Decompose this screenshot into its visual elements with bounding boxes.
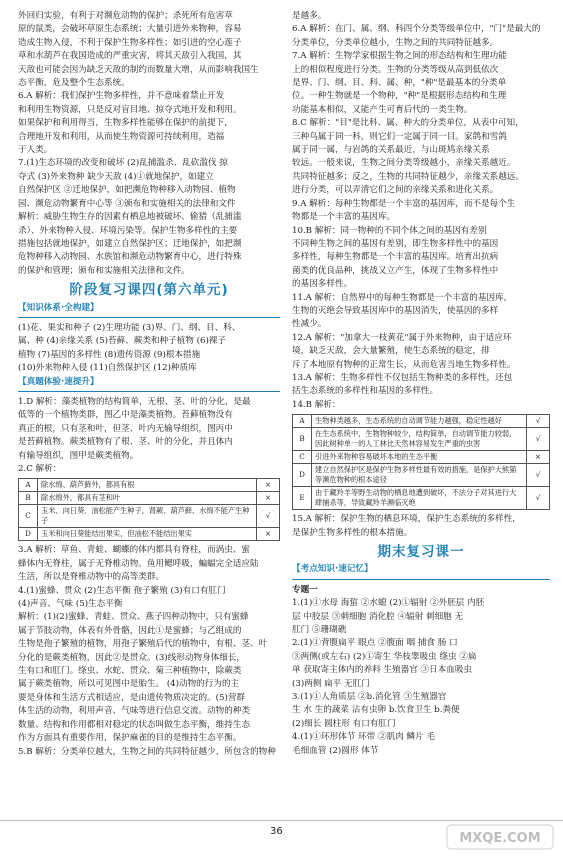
tag-key-knowledge: 【考点知识·速记忆】: [292, 564, 373, 575]
text-line: 11.A 解析：自然界中的每种生物都是一个丰富的基因库，: [292, 292, 513, 303]
text-line: 如果保护和利用得当，生物多样性能够在保护的前提下，: [18, 118, 233, 129]
right-column: [292, 10, 550, 758]
knowledge-answers: [18, 322, 280, 376]
text-line: 要是身体和生活方式相适应，是由遗传物质决定的。(5)营群: [18, 692, 246, 703]
option-analysis: 除水绵外，都具有茎和叶: [38, 492, 257, 505]
text-line: 共同特征越多；反之，生物的共同特征越少，亲缘关系越远。: [292, 171, 525, 182]
text-line: 是保护生物多样性的根本措施。: [292, 527, 413, 538]
text-line: 属于蕨类植物，所以可见图中是胎生。 (4)动物的行为的主: [18, 679, 240, 690]
tag-real-exam: 【真题体验·速提升】: [18, 376, 99, 387]
text-line: 外回归实验，有利于对濒危动物的保护；杀死所有危害草: [18, 11, 233, 21]
text-line: 7.A 解析：生物学家根据生物之间的形态结构和生理功能: [292, 51, 507, 62]
text-line: 蜂体内无脊柱，属于无脊椎动物。鱼用鳃呼吸，蝙蝠完全适应陆: [18, 558, 259, 569]
option-letter: D: [293, 464, 312, 487]
text-line: 生活，所以是脊椎动物中的高等类群。: [18, 572, 165, 583]
table-row: [19, 479, 280, 492]
text-line: 解析：威胁生物生存的因素有栖息地被破坏、偷猎（乱捕滥: [18, 212, 242, 223]
text-line: 生 水 生的蔬菜 沾有虫卵 b.饮食卫生 b.粪便: [292, 705, 460, 716]
page-number: 36: [270, 826, 283, 837]
topic-one-answers: [292, 597, 550, 758]
judgment-mark: √: [527, 428, 550, 451]
text-line: 分类单位，分类单位越小，生物之间的共同特征越多。: [292, 37, 499, 48]
text-line: 属、种 (4)亲缘关系 (5)苔藓、蕨类和种子植物 (6)裸子: [18, 336, 226, 347]
left-column: [18, 10, 280, 759]
text-line: 数量、结构和作用都相对稳定的状态叫做生态平衡，维持生态: [18, 719, 251, 730]
text-line: 1.(1)①水母 海蜇 ②水螅 (2)①辐射 ②外胚层 内胚: [292, 598, 485, 609]
text-line: 天敌也可能会因为缺乏天敌的制约而数量大增，从而影响我国生: [18, 64, 259, 75]
text-line: 属于节肢动物，体表有外骨骼，因此①是蜜蜂；与乙组成的: [18, 625, 242, 636]
text-line: 12.A 解析："加拿大一枝黄花"属于外来物种，由于适应环: [292, 332, 512, 343]
option-letter: E: [293, 487, 312, 510]
option-letter: A: [19, 479, 38, 492]
svg-text:MXQE.COM: MXQE.COM: [459, 831, 541, 846]
answer-2-table: [18, 478, 280, 541]
section-title-final-review-1: 期末复习课一: [377, 544, 465, 560]
text-line: 的保护和管理；颁布和实施相关法律和文件。: [18, 265, 190, 276]
left-top-paragraph: [18, 10, 280, 90]
text-line: 7.(1)生态环境的改变和破坏 (2)乱捕滥杀、乱砍滥伐 掠: [18, 158, 228, 169]
judgment-mark: √: [527, 415, 550, 428]
text-line: ③两侧(或左右) (2)①寄生 华枝睾吸虫 绦虫 ②扁: [292, 651, 477, 662]
option-analysis: 玉米、向日葵、油松能产生种子，肾蕨、葫芦藓、水绵不能产生种子: [38, 505, 257, 528]
text-line: 是苔藓植物。蕨类植物有了根、茎、叶的分化，并且体内: [18, 437, 233, 448]
option-analysis: 除水绵、葫芦藓外，都具有根: [38, 479, 257, 492]
table-row: [293, 428, 550, 451]
judgment-mark: √: [527, 464, 550, 487]
option-letter: C: [293, 451, 312, 464]
text-line: 性减少。: [292, 319, 327, 330]
text-line: 分化的是蕨类植物，因此②是贯众。(3)线形动物身体细长，: [18, 652, 246, 663]
text-line: 6.A 解析：在门、属、纲、科四个分类等级单位中，"门"是最大的: [292, 24, 541, 35]
text-line: 15.A 解析：保护生物的栖息环境，保护生态系统的多样性，: [292, 514, 521, 525]
table-row: [19, 528, 280, 541]
text-line: 3.A 解析：草鱼、青蛙、蝴蝶的体内都具有脊柱，而涡虫、蜜: [18, 545, 250, 556]
table-row: [293, 487, 550, 510]
option-letter: B: [19, 492, 38, 505]
text-line: 真正的根，只有茎和叶，但茎、叶内无输导组织，图丙中: [18, 423, 233, 434]
text-line: 危物种移入动物园、水族馆和濒危动物繁育中心，进行特殊: [18, 252, 242, 263]
text-line: 生物是孢子繁殖的植物，用孢子繁殖后代的植物中，有根、茎、叶: [18, 639, 268, 650]
text-line: 10.B 解析：同一物种的不同个体之间的基因有差别: [292, 225, 487, 236]
text-line: 不同种生物之间的基因有差别，即生物多样性中的基因: [292, 238, 499, 249]
text-line: 草和水葫芦在我国造成的严重灾害，将其天敌引入我国，其: [18, 51, 242, 62]
table-row: [19, 492, 280, 505]
tag-knowledge-system: 【知识体系·全构建】: [18, 302, 99, 313]
answer-6: [18, 90, 280, 157]
text-line: 措施包括就地保护，如建立自然保护区；迁地保护，如把濒: [18, 238, 242, 249]
text-line: 境，缺乏天敌，会大量繁殖，使生态系统的稳定，排: [292, 346, 490, 357]
text-line: 解析：(1)(2)蜜蜂、青蛙、贯众、燕子四种动物中，只有蜜蜂: [18, 612, 249, 623]
answer-2: 2.C 解析：: [18, 464, 62, 474]
text-line: 14.B 解析：: [292, 399, 341, 410]
text-line: 属于同一属，与岩鸽的关系最近，与山斑鸠亲缘关系: [292, 145, 490, 156]
table-row: [19, 505, 280, 528]
text-line: 是界、门、纲、目、科、属、种，"种"是最基本的分类单: [292, 78, 507, 89]
text-line: 原的鼠类，会破坏草原生态系统；大量引进外来物种，容易: [18, 24, 242, 35]
text-line: 杀）、外来物种入侵、环境污染等。保护生物多样性的主要: [18, 225, 238, 236]
text-line: (1)花、果实和种子 (2)生理功能 (3)界、门、纲、目、科、: [18, 322, 241, 333]
watermark-logo: [445, 821, 555, 853]
answer-5: 5.B 解析：分类单位越大，生物之间的共同特征越少，所包含的物种: [18, 746, 276, 757]
text-line: 3.(1)①人角质层 ②b.消化管 ③生殖器官: [292, 692, 447, 703]
text-line: 位。一种生物就是一个物种，"种"是根据形态结构和生理: [292, 91, 507, 102]
text-line: 进行分类，可以弄清它们之间的亲缘关系和进化关系。: [292, 185, 499, 196]
text-line: 上的相似程度进行分类。生物的分类等级从高到低依次: [292, 64, 499, 75]
text-line: 低等的一个植物类群，图乙中是藻类植物。苔藓植物没有: [18, 410, 233, 421]
table-row: [293, 451, 550, 464]
text-line: 态平衡，危及整个生态系统。: [18, 78, 130, 89]
text-line: 夺式 (3)外来物种 缺少天敌 (4)①就地保护，如建立: [18, 171, 214, 182]
text-line: 层 中胶层 ③刺细胞 消化腔 ④辐射 刺细胞 无: [292, 611, 464, 622]
judgment-mark: ×: [257, 528, 280, 541]
option-analysis: 在生态系统中，生物物种较少，结构简单，自动调节能力较弱，因此树种单一的人工林比天然林容易发生严重的虫害: [312, 428, 527, 451]
text-line: 斥了本地原有物种的正常生长，从而危害当地生物多样性。: [292, 359, 516, 370]
text-line: 括生态系统的多样性和基因的多样性。: [292, 386, 439, 397]
answer-15: [292, 513, 550, 540]
text-line: (2)细长 圆柱形 有口有肛门: [292, 718, 396, 729]
divider: [292, 579, 550, 580]
judgment-mark: ×: [257, 479, 280, 492]
text-line: 4.(1)①环形体节 环带 ②肌肉 鳞片 毛: [292, 732, 436, 743]
table-row: [293, 415, 550, 428]
text-line: (4)声音、气味 (5)生态平衡: [18, 599, 123, 610]
option-letter: D: [19, 528, 38, 541]
text-line: 1.D 解析：藻类植物的结构简单，无根、茎、叶的分化，是最: [18, 396, 251, 407]
section-title-stage-review-4: 阶段复习课四(第六单元): [69, 282, 229, 299]
text-line: 多样性，每种生物都是一个丰富的基因库。培育出抗病: [292, 252, 499, 263]
answer-1: [18, 396, 280, 463]
text-line: 合理地开发和利用，从而使生物资源可持续利用，造福: [18, 131, 225, 142]
divider: [18, 317, 280, 318]
option-analysis: 引进外来物种容易破坏本地的生态平衡: [312, 451, 527, 464]
text-line: 园、濒危动物繁育中心等 ③颁布和实施相关的法律和文件: [18, 198, 236, 209]
text-line: (3)两侧 扁平 无肛门: [292, 678, 370, 689]
text-line: 三种鸟属于同一科，则它们一定属于同一目。家鸽和雪鸽: [292, 131, 507, 142]
option-analysis: 由于藏羚羊等野生动物的栖息地遭到破坏，不法分子对其进行大肆捕杀等，导致藏羚羊濒临灭绝: [312, 487, 527, 510]
divider: [18, 391, 280, 392]
text-line: 于人类。: [18, 145, 53, 156]
option-analysis: 建立自然保护区是保护生物多样性最有效的措施，是保护大熊猫等濒危物种的根本途径: [312, 464, 527, 487]
text-line: 和利用生物资源，只是反对盲目地、掠夺式地开发和利用。: [18, 104, 242, 115]
answer-14-table: [292, 414, 550, 510]
judgment-mark: √: [257, 505, 280, 528]
text-line: (10)外来物种入侵 (11)自然保护区 (12)种质库: [18, 363, 197, 374]
text-line: 植物 (7)基因的多样性 (8)遗传资源 (9)根本措施: [18, 349, 201, 360]
judgment-mark: ×: [527, 451, 550, 464]
text-line: 13.A 解析：生物多样性不仅包括生物种类的多样性，还包: [292, 372, 513, 383]
judgment-mark: ×: [257, 492, 280, 505]
option-analysis: 生物种类越多，生态系统的自动调节能力越强，稳定性越好: [312, 415, 527, 428]
text-line: 物都是一个丰富的基因库。: [292, 212, 396, 223]
answer-3-4: [18, 544, 280, 745]
text-line: 较远。一般来说，生物之间分类等级越小，亲缘关系越近。: [292, 158, 516, 169]
text-line: 8.C 解析："目"是比科、属、种大的分类单位，从表中可知，: [292, 118, 524, 129]
text-line: 自然保护区 ②迁地保护，如把濒危物种移入动物园、植物: [18, 185, 236, 196]
option-letter: A: [293, 415, 312, 428]
text-line: 2.(1)①背腹扁平 眼点 ②腹面 咽 捕食 肠 口: [292, 638, 458, 649]
text-line: 9.A 解析：每种生物都是一个丰富的基因库，而不是每个生: [292, 198, 516, 209]
table-row: [293, 464, 550, 487]
text-line: 的基因多样性。: [292, 279, 353, 290]
text-line: 肛门 ⑤珊瑚礁: [292, 625, 347, 636]
option-letter: B: [293, 428, 312, 451]
text-line: 体生活的动物，利用声音、气味等进行信息交流。动物的种类: [18, 706, 251, 717]
text-line: 4.(1)蜜蜂、贯众 (2)生态平衡 孢子繁殖 (3)有口有肛门: [18, 585, 226, 596]
answers-6-14: [292, 10, 550, 412]
text-line: 菌类的优良品种，挑战又立产生，体现了生物多样性中: [292, 265, 499, 276]
topic-heading: 专题一: [292, 584, 318, 595]
text-line: 作为方面具有重要作用，保护麻雀的目的是维持生态平衡。: [18, 733, 242, 744]
text-line: 毛细血管 (2)圆形 体节: [292, 745, 379, 756]
text-line: 生有口和肛门。绦虫、水蛇、贯众、菊三种植物中，除蕨类: [18, 666, 242, 677]
text-line: 有输导组织，图甲是蕨类植物。: [18, 450, 139, 461]
judgment-mark: √: [527, 487, 550, 510]
text-line: 6.A 解析：我们保护生物多样性，并不意味着禁止开发: [18, 91, 225, 102]
text-line: 单 获取寄主体内的养料 生殖器官 ③日本血吸虫: [292, 665, 473, 676]
text-line: 生物的灭绝会导致基因库中的基因消失，使基因的多样: [292, 305, 499, 316]
text-line: 是越多。: [292, 11, 327, 21]
text-line: 造成生物入侵，不利于保护生物多样性；如引进的空心莲子: [18, 37, 242, 48]
option-analysis: 玉米和向日葵能结出果实，但油松不能结出果实: [38, 528, 257, 541]
text-line: 功能基本相似，又能产生可育后代的一类生物。: [292, 104, 473, 115]
option-letter: C: [19, 505, 38, 528]
answer-7: [18, 157, 280, 278]
